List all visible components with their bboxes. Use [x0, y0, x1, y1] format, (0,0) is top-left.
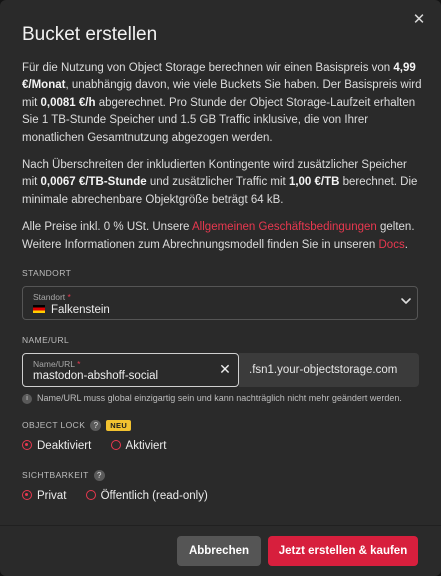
object-lock-section-label: OBJECT LOCK ? NEU [22, 420, 131, 431]
traffic-price: 1,00 €/TB [288, 176, 340, 189]
radio-visibility-private[interactable]: Privat [22, 490, 66, 502]
clear-input-icon[interactable]: ✕ [219, 361, 231, 377]
name-field-label: Name/URL * [33, 359, 81, 369]
create-and-buy-button[interactable]: Jetzt erstellen & kaufen [268, 536, 418, 566]
footer-divider [0, 525, 441, 526]
chevron-down-icon [399, 294, 413, 308]
radio-unchecked-icon [111, 440, 121, 450]
base-price-month: 4,99 €/Monat [22, 62, 416, 92]
radio-visibility-public[interactable]: Öffentlich (read-only) [86, 490, 208, 502]
storage-price: 0,0067 €/TB-Stunde [40, 176, 147, 189]
object-lock-options [22, 440, 182, 452]
location-value: Falkenstein [33, 304, 110, 316]
bucket-url-suffix: .fsn1.your-objectstorage.com [239, 353, 419, 387]
radio-checked-icon [22, 490, 32, 500]
radio-checked-icon [22, 440, 32, 450]
docs-link[interactable]: Docs [378, 238, 405, 251]
pricing-paragraph-terms: Alle Preise inkl. 0 % USt. Unsere Allgemeinen Geschäftsbedingungen gelten. Weitere Informationen zum Abrechnungsmodell finden Sie in unseren Docs. [22, 221, 415, 251]
visibility-options [22, 490, 224, 502]
radio-object-lock-disabled[interactable]: Deaktiviert [22, 440, 91, 452]
name-section-label: NAME/URL [22, 335, 70, 345]
dialog-title: Bucket erstellen [22, 24, 158, 45]
location-section-label: STANDORT [22, 268, 72, 278]
help-icon[interactable]: ? [94, 470, 105, 481]
cancel-button[interactable]: Abbrechen [177, 536, 261, 566]
visibility-section-label: SICHTBARKEIT ? [22, 470, 105, 481]
base-price-hour: 0,0081 €/h [40, 96, 96, 109]
bucket-name-value[interactable]: mastodon-abshoff-social [33, 370, 159, 382]
radio-object-lock-enabled[interactable]: Aktiviert [111, 440, 167, 452]
info-icon: i [22, 394, 32, 404]
location-field-label: Standort * [33, 292, 71, 302]
pricing-info [22, 60, 422, 264]
help-icon[interactable]: ? [90, 420, 101, 431]
name-hint: i Name/URL muss global einzigartig sein und kann nachträglich nicht mehr geändert werden. [22, 393, 402, 404]
terms-link[interactable]: Allgemeinen Geschäftsbedingungen [192, 221, 377, 234]
pricing-paragraph-base: Für die Nutzung von Object Storage berechnen wir einen Basispreis von 4,99 €/Monat, unabhängig davon, wie viele Buckets Sie haben. Der Basispreis wird mit 0,0081 €/h abgerechnet. Pro Stunde der Object Storage-Laufzeit erhalten Sie 1 TB-Stunde Speicher und 1.5 GB Traffic inklusive, die von Ihrer monatlichen Gesamtnutzung abgezogen werden. [22, 62, 422, 144]
bucket-name-input[interactable] [22, 353, 239, 387]
location-select[interactable] [22, 286, 418, 320]
radio-unchecked-icon [86, 490, 96, 500]
pricing-paragraph-overage: Nach Überschreiten der inkludierten Kontingente wird zusätzlicher Speicher mit 0,0067 €/TB-Stunde und zusätzlicher Traffic mit 1,00 €/TB berechnet. Die minimale abrechenbare Objektgröße beträgt 64 kB. [22, 159, 418, 206]
close-icon[interactable]: ✕ [412, 11, 426, 28]
new-badge: NEU [106, 420, 131, 431]
germany-flag-icon [33, 305, 45, 313]
